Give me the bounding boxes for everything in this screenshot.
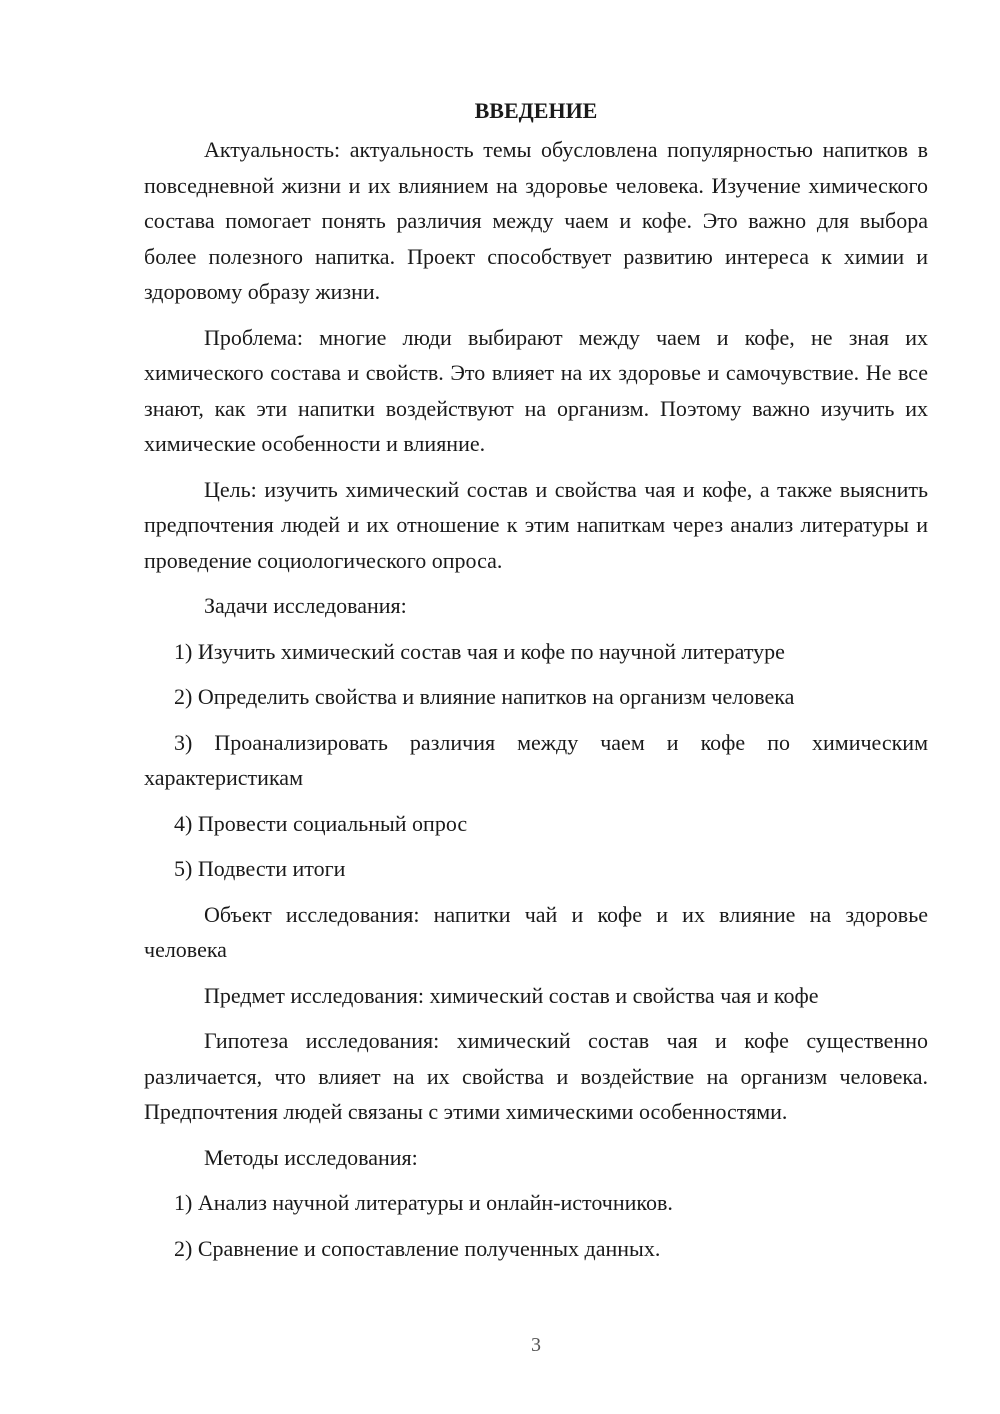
task-item-5: 5) Подвести итоги bbox=[174, 856, 346, 881]
method-item-2: 2) Сравнение и сопоставление полученных данных. bbox=[174, 1235, 661, 1261]
paragraph-relevance: Актуальность: актуальность темы обусловлена популярностью напитков в повседневной жизни и их влиянием на здоровье человека. Изучение химического состава помогает понять различия между чаем и кофе. Это важно для выбора более полезного напитка. Проект способствует развитию интереса к химии и здоровому образу жизни. bbox=[144, 137, 928, 304]
task-item-1: 1) Изучить химический состав чая и кофе по научной литературе bbox=[174, 638, 785, 664]
page-number: 3 bbox=[531, 1334, 541, 1356]
tasks-heading: Задачи исследования: bbox=[204, 593, 407, 618]
paragraph-problem: Проблема: многие люди выбирают между чаем и кофе, не зная их химического состава и свойств. Это влияет на их здоровье и самочувствие. Не все знают, как эти напитки воздействуют на организм. Поэтому важно изучить их химические особенности и влияние. bbox=[144, 324, 928, 456]
paragraph-goal: Цель: изучить химический состав и свойства чая и кофе, а также выяснить предпочтения людей и их отношение к этим напиткам через анализ литературы и проведение социологического опроса. bbox=[144, 476, 928, 573]
methods-heading: Методы исследования: bbox=[204, 1144, 418, 1170]
task-item-3: 3) Проанализировать различия между чаем и кофе по химическим характеристикам bbox=[144, 729, 928, 790]
section-title: ВВЕДЕНИЕ bbox=[474, 98, 598, 123]
task-item-2: 2) Определить свойства и влияние напитков на организм человека bbox=[174, 684, 795, 709]
task-item-4: 4) Провести социальный опрос bbox=[174, 810, 468, 836]
paragraph-object: Объект исследования: напитки чай и кофе и их влияние на здоровье человека bbox=[144, 901, 928, 962]
page-content bbox=[144, 96, 928, 1276]
paragraph-subject: Предмет исследования: химический состав и свойства чая и кофе bbox=[204, 982, 819, 1008]
paragraph-hypothesis: Гипотеза исследования: химический состав чая и кофе существенно различается, что влияет на их свойства и воздействие на организм человека. Предпочтения людей связаны с этими химическими особенностями. bbox=[144, 1028, 928, 1124]
method-item-1: 1) Анализ научной литературы и онлайн-источников. bbox=[174, 1190, 673, 1215]
